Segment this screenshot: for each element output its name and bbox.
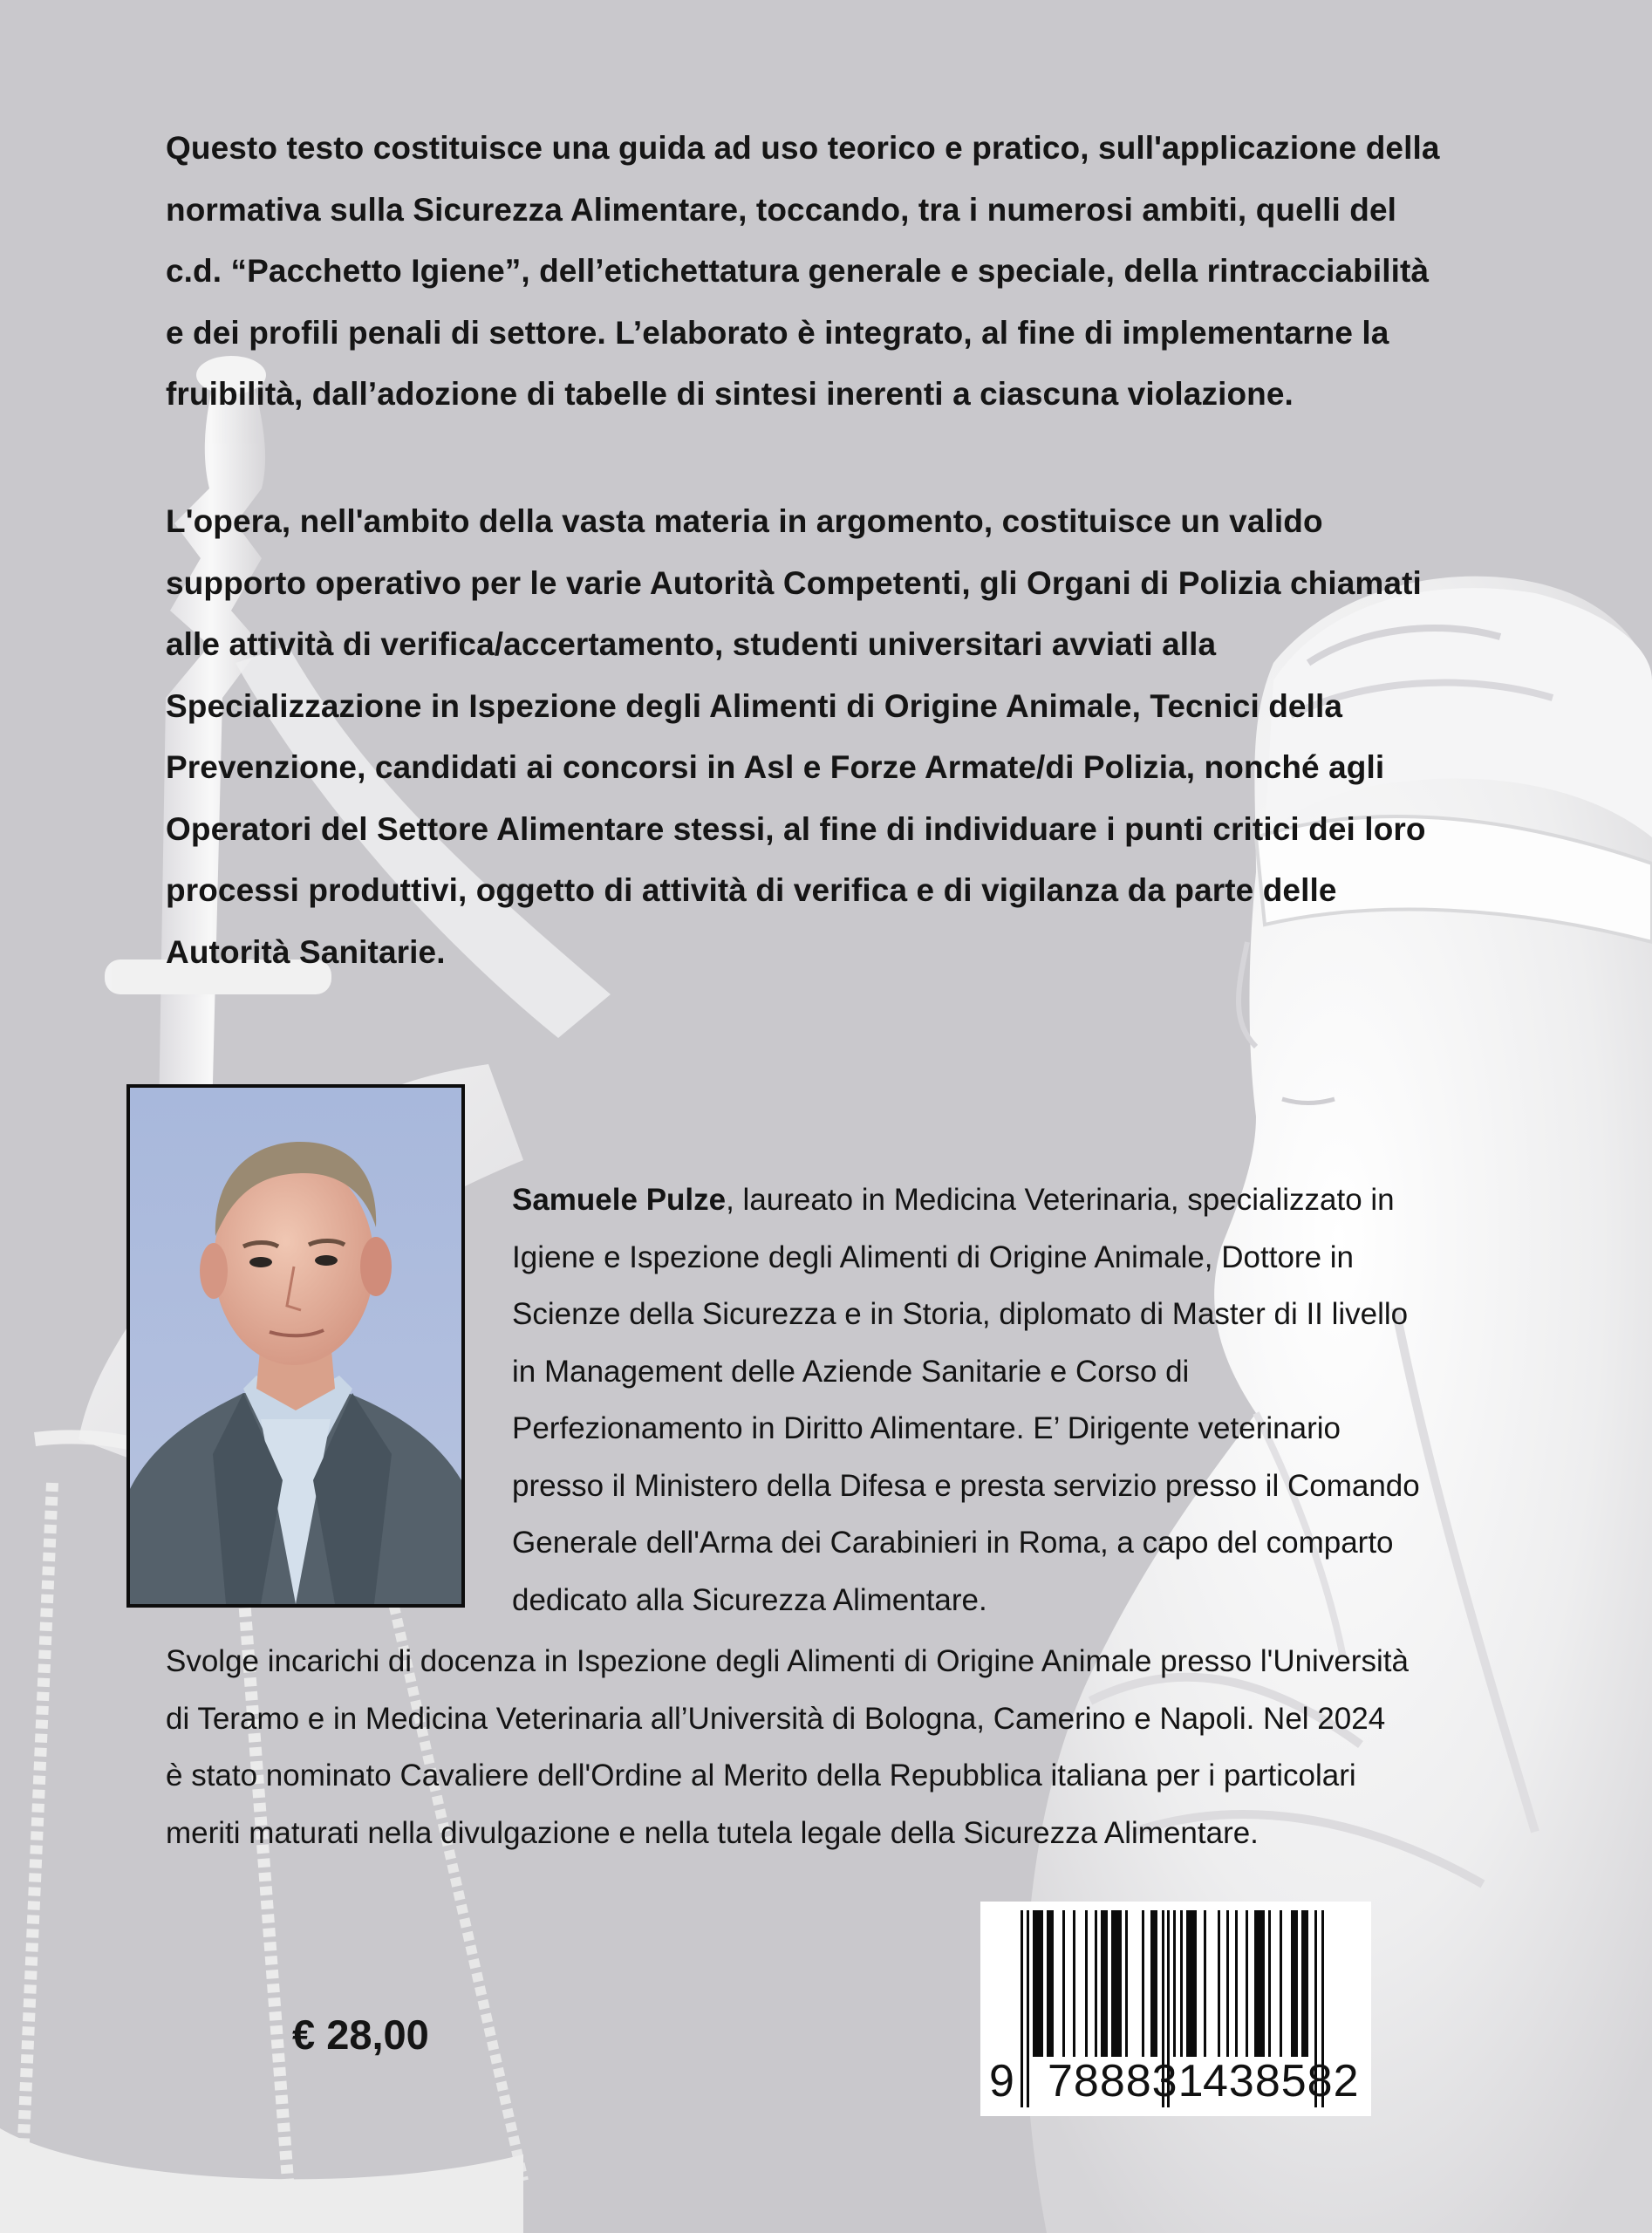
text-line: Specializzazione in Ispezione degli Alimenti di Origine Animale, Tecnici della: [166, 687, 1343, 724]
text-line: Scienze della Sicurezza e in Storia, diplomato di Master di II livello: [512, 1297, 1409, 1331]
description-paragraph-2: [166, 491, 1526, 983]
text-line: Questo testo costituisce una guida ad uso teorico e pratico, sull'applicazione della: [166, 130, 1440, 166]
text-line: [512, 1171, 1559, 1229]
author-name: Samuele Pulze: [512, 1183, 727, 1217]
barcode-digits: [980, 2055, 1371, 2113]
author-bio-continued: [166, 1633, 1605, 1861]
author-bio: [512, 1171, 1559, 1629]
text-line: in Management delle Aziende Sanitarie e Corso di: [512, 1354, 1190, 1389]
text-line: Prevenzione, candidati ai concorsi in Asl e Forze Armate/di Polizia, nonché agli: [166, 749, 1385, 785]
text-line: supporto operativo per le varie Autorità Competenti, gli Organi di Polizia chiamati: [166, 564, 1422, 601]
barcode-digit-group: 438582: [1203, 2056, 1360, 2107]
price-label: € 28,00: [292, 2011, 429, 2058]
text-line: di Teramo e in Medicina Veterinaria all’Università di Bologna, Camerino e Napoli. Nel 2024: [166, 1701, 1386, 1736]
text-line: Operatori del Settore Alimentare stessi, al fine di individuare i punti critici dei loro: [166, 810, 1426, 847]
text-line: dedicato alla Sicurezza Alimentare.: [512, 1582, 987, 1617]
description-paragraph-1: [166, 118, 1526, 426]
text-line: meriti maturati nella divulgazione e nella tutela legale della Sicurezza Alimentare.: [166, 1815, 1259, 1850]
barcode-digit-group: 788831: [1048, 2056, 1205, 2107]
text-line: Svolge incarichi di docenza in Ispezione degli Alimenti di Origine Animale presso l'Università: [166, 1644, 1409, 1678]
text-line: fruibilità, dall’adozione di tabelle di sintesi inerenti a ciascuna violazione.: [166, 376, 1294, 412]
text-line: processi produttivi, oggetto di attività di verifica e di vigilanza da parte delle: [166, 872, 1337, 908]
text-line: c.d. “Pacchetto Igiene”, dell’etichettatura generale e speciale, della rintracciabilità: [166, 253, 1430, 289]
text-line: L'opera, nell'ambito della vasta materia in argomento, costituisce un valido: [166, 503, 1323, 539]
text-line: presso il Ministero della Difesa e presta servizio presso il Comando: [512, 1468, 1420, 1503]
isbn-barcode: [980, 1902, 1371, 2116]
bio-first-line-text: , laureato in Medicina Veterinaria, specializzato in: [726, 1183, 1395, 1217]
text-line: Perfezionamento in Diritto Alimentare. E’ Dirigente veterinario: [512, 1411, 1341, 1445]
barcode-digit-group: 9: [989, 2056, 1014, 2107]
author-photo: [126, 1084, 465, 1608]
text-line: Generale dell'Arma dei Carabinieri in Roma, a capo del comparto: [512, 1526, 1394, 1560]
text-line: è stato nominato Cavaliere dell'Ordine al Merito della Repubblica italiana per i particolari: [166, 1758, 1356, 1793]
text-line: e dei profili penali di settore. L’elaborato è integrato, al fine di implementarne la: [166, 314, 1389, 351]
text-line: Igiene e Ispezione degli Alimenti di Origine Animale, Dottore in: [512, 1239, 1354, 1274]
author-portrait-icon: [130, 1088, 461, 1604]
text-line: alle attività di verifica/accertamento, studenti universitari avviati alla: [166, 626, 1217, 662]
text-line: normativa sulla Sicurezza Alimentare, toccando, tra i numerosi ambiti, quelli del: [166, 191, 1397, 228]
text-line: Autorità Sanitarie.: [166, 933, 446, 970]
